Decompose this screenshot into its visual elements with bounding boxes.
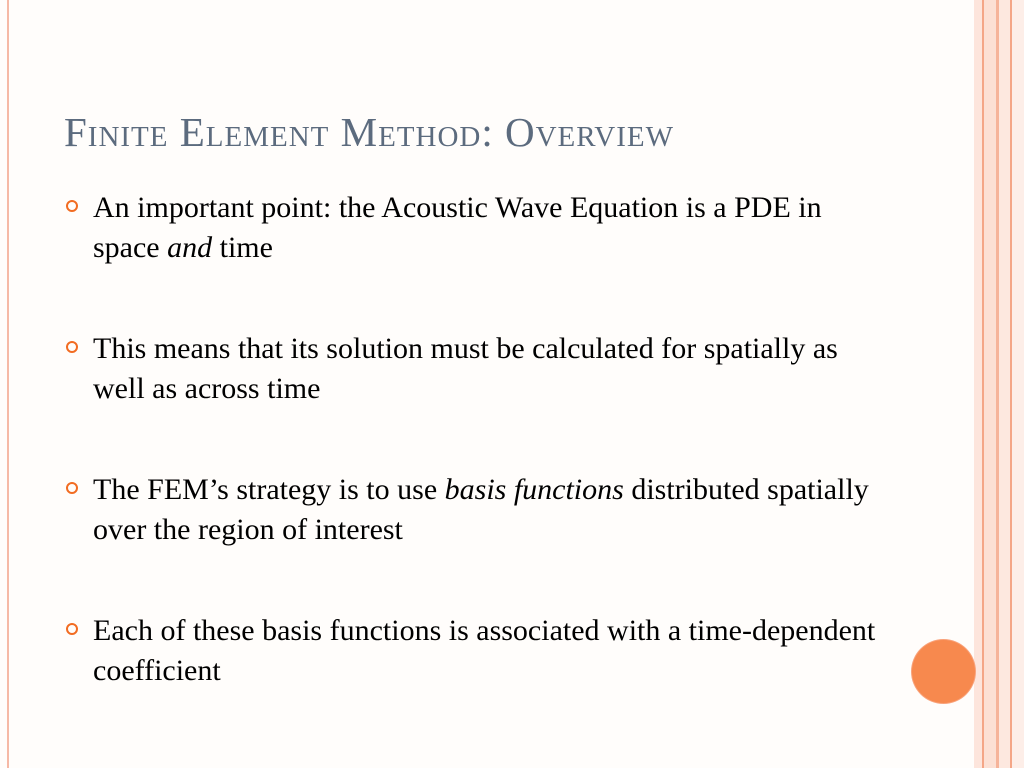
bullet-text-part: This means that its solution must be calculated for spatially as well as across time [93, 332, 838, 405]
bullet-list [66, 188, 886, 752]
slide-title: Finite Element Method: Overview [64, 109, 674, 155]
bullet-item [66, 611, 886, 691]
bullet-item [66, 188, 886, 268]
bullet-circle-icon [66, 482, 78, 494]
bullet-item [66, 329, 886, 409]
bullet-circle-icon [66, 200, 78, 212]
stripe [1012, 0, 1024, 768]
bullet-text [93, 611, 886, 691]
bullet-text [93, 470, 886, 550]
right-decorative-stripes [974, 0, 1024, 768]
bullet-text [93, 329, 886, 409]
bullet-text [93, 188, 886, 268]
stripe [999, 0, 1010, 768]
left-border-line [7, 0, 9, 768]
bullet-text-part: Each of these basis functions is associated with a time-dependent coefficient [93, 614, 876, 687]
bullet-item [66, 470, 886, 550]
bullet-text-part: An important point: the Acoustic Wave Equation is a PDE in space [93, 191, 822, 264]
orange-circle-decoration [912, 640, 975, 703]
bullet-text-emphasis: basis functions [444, 473, 624, 506]
bullet-circle-icon [66, 341, 78, 353]
bullet-circle-icon [66, 623, 78, 635]
stripe [984, 0, 996, 768]
bullet-text-part: distributed spatially over the region of interest [93, 473, 869, 546]
stripe [974, 0, 982, 768]
bullet-text-emphasis: and [167, 231, 213, 264]
bullet-text-part: time [212, 231, 273, 264]
bullet-text-part: The FEM’s strategy is to use [93, 473, 445, 506]
